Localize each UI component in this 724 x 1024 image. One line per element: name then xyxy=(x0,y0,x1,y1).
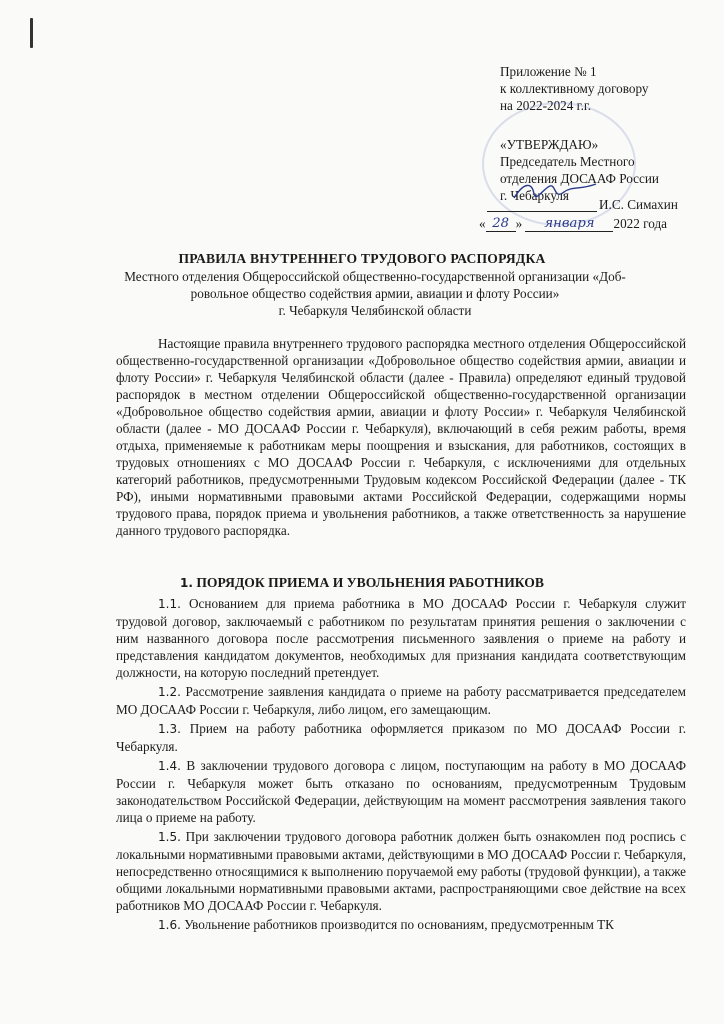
signature-rule xyxy=(487,211,597,212)
signature-line xyxy=(487,197,707,217)
clause-number: 1.4. xyxy=(158,759,181,773)
section-body xyxy=(116,595,686,936)
clause-text: Рассмотрение заявления кандидата о приеме на работу рассматривается председателем МО ДОСААФ России г. Чебаркуля, либо лицом, его замещающим. xyxy=(116,684,687,717)
clause-text: Прием на работу работника оформляется приказом по МО ДОСААФ России г. Чебаркуля. xyxy=(116,721,687,754)
intro-text: Настоящие правила внутреннего трудового распорядка местного отделения Общероссийской общественно-государственной организации «Добровольное общество содействия армии, авиации и флоту России» г. Чебаркуля Челябинской области (далее - Правила) определяют единый трудовой распорядок в местном отделении Общероссийской общественно-государственной организации «Добровольное общество содействия армии, авиации и флоту России» г. Чебаркуля Челябинской области (далее - МО ДОСААФ России г. Чебаркуля), включающий в себя режим работы, время отдыха, применяемые к работникам меры поощрения и взыскания, для работников, состоящих в трудовых отношениях с МО ДОСААФ России г. Чебаркуля, с исключениями для отдельных категорий работников, предусмотренными Трудовым кодексом Российской Федерации (далее - ТК РФ), иными нормативными правовыми актами Российской Федерации, содержащими нормы трудового права, порядок приема и увольнения работников, а также ответственность за нарушение данного трудового распорядка. xyxy=(116,336,686,538)
clause-number: 1.5. xyxy=(158,830,181,844)
subtitle-line: г. Чебаркуля Челябинской области xyxy=(278,303,472,318)
clause-paragraph xyxy=(116,595,686,681)
approval-line: «УТВЕРЖДАЮ» xyxy=(500,137,599,152)
section-number: 1. xyxy=(180,576,193,590)
section-heading xyxy=(0,575,724,591)
clause-number: 1.3. xyxy=(158,722,181,736)
appendix-line: к коллективному договору xyxy=(500,81,649,96)
clause-number: 1.6. xyxy=(158,918,181,932)
approval-line: отделения ДОСААФ России xyxy=(500,171,659,186)
clause-paragraph xyxy=(116,828,686,914)
clause-text: При заключении трудового договора работник должен быть ознакомлен под роспись с локальными нормативными правовыми актами, действующими в МО ДОСААФ России г. Чебаркуля, непосредственно относящимися к выполнению поручаемой ему работы (трудовой функции), а также общими локальными нормативными правовыми актами, распространяющими свое действие на всех работников МО ДОСААФ России г. Чебаркуля. xyxy=(116,829,686,913)
intro-paragraph xyxy=(116,335,686,539)
clause-paragraph xyxy=(116,683,686,718)
appendix-line: Приложение № 1 xyxy=(500,64,597,79)
clause-text: Увольнение работников производится по основаниям, предусмотренным ТК xyxy=(184,917,614,932)
clause-paragraph xyxy=(116,757,686,826)
clause-number: 1.2. xyxy=(158,685,181,699)
date-quote-open: « xyxy=(479,216,486,231)
clause-text: Основанием для приема работника в МО ДОСААФ России г. Чебаркуля служит трудовой договор, заключаемый с работником по результатам принятия решения о заключении с ним названного договора после рассмотрения письменного заявления о приеме на работу и представления кандидатом документов, необходимых для признания кандидата соответствующим должности, на которую последний претендует. xyxy=(116,596,686,680)
clause-text: В заключении трудового договора с лицом, поступающим на работу в МО ДОСААФ России г. Чебаркуля может быть отказано по основаниям, предусмотренным Трудовым законодательством Российской Федерации, действующим на момент рассмотрения заявления такого лица о приеме на работу. xyxy=(116,758,686,825)
date-year: 2022 года xyxy=(613,216,668,231)
approval-line: Председатель Местного xyxy=(500,154,635,169)
date-month: января xyxy=(525,216,613,232)
subtitle-line: ровольное общество содействия армии, авиации и флоту России» xyxy=(190,286,560,301)
clause-paragraph xyxy=(116,720,686,755)
clause-paragraph xyxy=(116,916,686,934)
subtitle-line: Местного отделения Общероссийской общественно-государственной организации «Доб- xyxy=(124,269,626,284)
clause-number: 1.1. xyxy=(158,597,181,611)
signatory-name: И.С. Симахин xyxy=(599,197,678,212)
date-day: 28 xyxy=(486,216,516,232)
appendix-line: на 2022-2024 г.г. xyxy=(500,98,592,113)
approval-line: г. Чебаркуля xyxy=(500,188,569,203)
approval-date xyxy=(479,216,709,236)
document-subtitle xyxy=(95,268,655,319)
section-heading-text: ПОРЯДОК ПРИЕМА И УВОЛЬНЕНИЯ РАБОТНИКОВ xyxy=(196,575,544,590)
margin-mark xyxy=(30,18,33,48)
document-title: ПРАВИЛА ВНУТРЕННЕГО ТРУДОВОГО РАСПОРЯДКА xyxy=(178,251,546,266)
date-quote-close: » xyxy=(515,216,523,231)
